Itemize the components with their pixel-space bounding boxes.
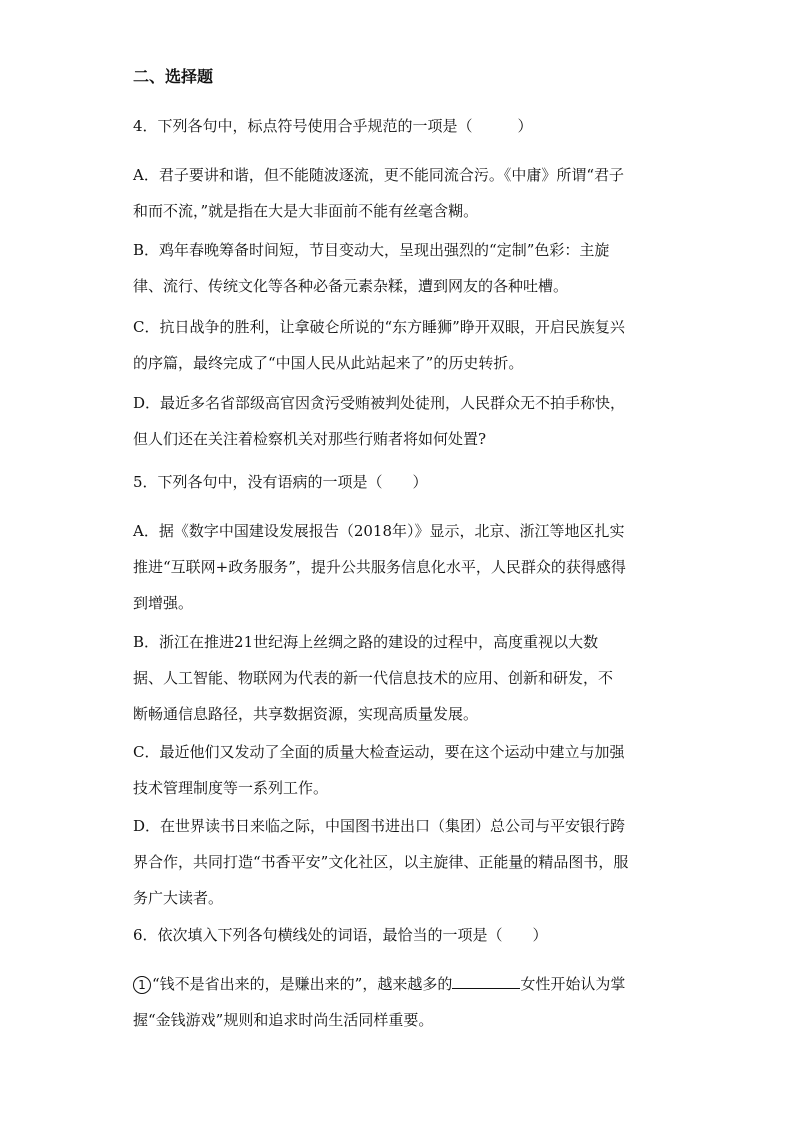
option-line: B．鸡年春晚筹备时间短，节目变动大，呈现出强烈的“定制”色彩：主旋 — [133, 241, 610, 259]
item-1-line-2: 握“金钱游戏”规则和追求时尚生活同样重要。 — [133, 1011, 434, 1029]
item-1-line-1 — [133, 966, 663, 1002]
option-line: C．抗日战争的胜利，让拿破仑所说的“东方睡狮”睁开双眼，开启民族复兴 — [133, 318, 625, 336]
option-line: C．最近他们又发动了全面的质量大检查运动，要在这个运动中建立与加强 — [133, 743, 625, 761]
question-6-item-1 — [133, 966, 663, 1038]
option-line: D．最近多名省部级高官因贪污受贿被判处徒刑，人民群众无不拍手称快， — [133, 394, 626, 412]
question-5-option-a — [133, 513, 663, 621]
circled-number-one: 1 — [133, 976, 151, 994]
option-line: 据、人工智能、物联网为代表的新一代信息技术的应用、创新和研发，不 — [133, 669, 614, 687]
option-line: A．君子要讲和谐，但不能随波逐流，更不能同流合污。《中庸》所谓“君子 — [133, 166, 625, 184]
option-line: 和而不流，”就是指在大是大非面前不能有丝毫含糊。 — [133, 202, 479, 220]
option-line: 务广大读者。 — [133, 889, 224, 907]
option-line: B．浙江在推进21世纪海上丝绸之路的建设的过程中，高度重视以大数 — [133, 633, 599, 651]
option-line: 但人们还在关注着检察机关对那些行贿者将如何处置? — [133, 430, 487, 448]
section-title: 二、选择题 — [133, 67, 214, 86]
option-line: 技术管理制度等一系列工作。 — [133, 779, 329, 797]
option-line: 推进“互联网+政务服务”，提升公共服务信息化水平，人民群众的获得感得 — [133, 558, 626, 576]
question-5-option-d — [133, 808, 663, 916]
question-6-stem — [133, 917, 663, 953]
question-6-stem-text: 6．依次填入下列各句横线处的词语，最恰当的一项是（ ） — [133, 926, 548, 944]
option-line: 断畅通信息路径，共享数据资源，实现高质量发展。 — [133, 705, 479, 723]
item-1-text-after-blank: 女性开始认为掌 — [520, 975, 626, 993]
question-4-option-c — [133, 309, 663, 381]
option-line: A．据《数字中国建设发展报告（2018年）》显示，北京、浙江等地区扎实 — [133, 522, 625, 540]
option-line: 律、流行、传统文化等各种必备元素杂糅，遭到网友的各种吐槽。 — [133, 277, 569, 295]
option-line: D．在世界读书日来临之际，中国图书进出口（集团）总公司与平安银行跨 — [133, 817, 626, 835]
question-5-stem — [133, 464, 663, 500]
item-1-text-before-blank: “钱不是省出来的，是赚出来的”，越来越多的 — [152, 975, 453, 993]
question-5-stem-text: 5．下列各句中，没有语病的一项是（ ） — [133, 473, 428, 491]
fill-in-blank — [452, 974, 520, 989]
question-5-option-b — [133, 624, 663, 732]
question-4-stem-text: 4．下列各句中，标点符号使用合乎规范的一项是（ ） — [133, 117, 533, 135]
question-4-option-d — [133, 385, 663, 457]
option-line: 到增强。 — [133, 594, 194, 612]
question-4-stem — [133, 108, 663, 144]
option-line: 的序篇，最终完成了“中国人民从此站起来了”的历史转折。 — [133, 354, 524, 372]
question-4-option-b — [133, 232, 663, 304]
question-5-option-c — [133, 734, 663, 806]
question-4-option-a — [133, 157, 663, 229]
option-line: 界合作，共同打造“书香平安”文化社区，以主旋律、正能量的精品图书，服 — [133, 853, 629, 871]
